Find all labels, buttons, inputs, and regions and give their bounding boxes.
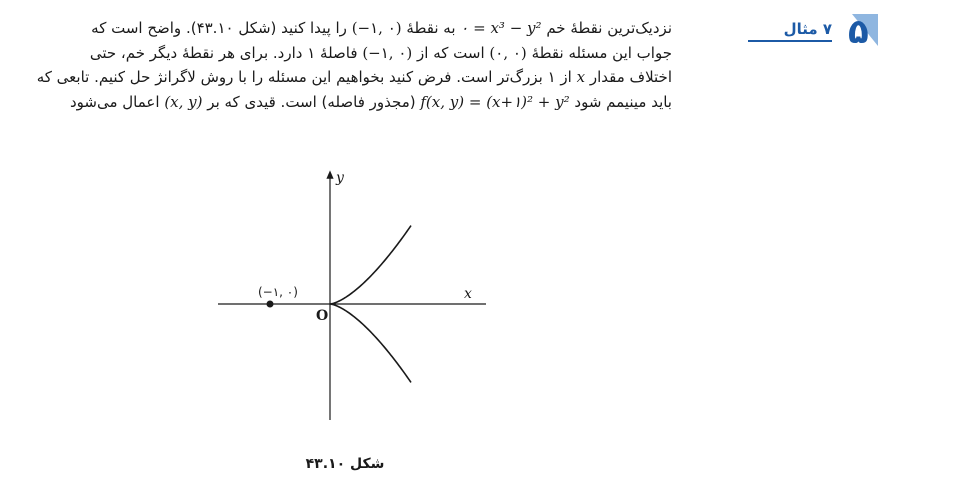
section-number-icon <box>838 12 878 48</box>
x-axis-label: x <box>464 286 472 302</box>
figure-caption: شکل ۴۳.۱۰ <box>305 456 385 472</box>
text-span: فاصلهٔ ۱ دارد. برای هر نقطهٔ دیگر خم، حتی <box>89 43 358 62</box>
variable-pair: (x, y) <box>164 92 203 111</box>
body-line-1 <box>12 16 672 41</box>
text-span: جواب این مسئله نقطهٔ <box>531 43 672 62</box>
marked-point-label: (−۱, ۰) <box>258 285 298 299</box>
origin-label: O <box>316 308 329 324</box>
point-coords: (−۱, ۰) <box>351 19 402 37</box>
body-line-2 <box>12 41 672 66</box>
figure-43-10 <box>210 168 500 428</box>
text-span: باید مینیمم شود <box>574 92 672 111</box>
example-body <box>12 16 672 114</box>
text-span: است که از <box>417 43 485 62</box>
curve-equation: ۰ = x³ − y² <box>460 19 542 37</box>
cusp-curve-figure <box>210 168 500 428</box>
example-underline <box>748 40 832 42</box>
distance-function: f(x, y) = (x+۱)² + y² <box>420 92 570 111</box>
text-span: اعمال می‌شود <box>69 92 160 111</box>
curve-upper-branch <box>330 226 411 304</box>
section-number: ۵ <box>848 12 869 48</box>
body-line-4 <box>12 90 672 115</box>
section-number-badge <box>838 12 878 48</box>
example-label: ۷ مثال <box>783 20 832 38</box>
text-span: (مجذور فاصله) است. قیدی که بر <box>207 92 416 111</box>
y-axis-label: y <box>336 170 344 186</box>
text-span: به نقطهٔ <box>406 19 456 37</box>
text-span: را پیدا کنید (شکل ۴۳.۱۰). واضح است که <box>91 19 347 37</box>
marked-point <box>267 301 274 308</box>
variable-x: x <box>576 68 586 86</box>
point-coords: (۰, ۰) <box>489 43 527 62</box>
text-span: از ۱ بزرگ‌تر است. فرض کنید بخواهیم این مسئله را با روش لاگرانژ حل کنیم. تابعی که <box>36 68 572 86</box>
text-span: نزدیک‌ترین نقطهٔ خم <box>546 19 672 37</box>
curve-lower-branch <box>330 304 411 382</box>
text-span: اختلاف مقدار <box>589 68 672 86</box>
body-line-3 <box>12 65 672 90</box>
point-coords: (−۱, ۰) <box>362 43 413 62</box>
